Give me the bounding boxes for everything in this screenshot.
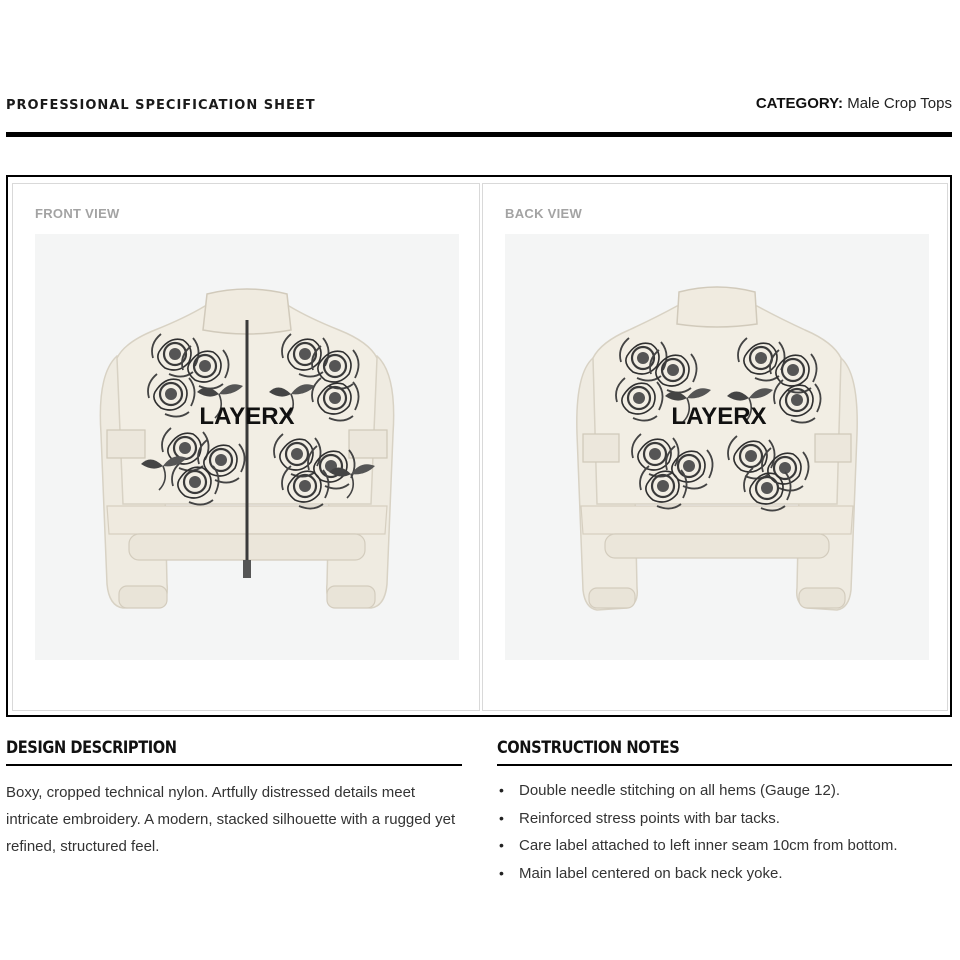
front-brand-text: LAYERX xyxy=(199,403,295,430)
front-view-image xyxy=(35,234,459,660)
front-view-card xyxy=(12,183,480,711)
list-item xyxy=(497,805,952,833)
construction-notes-list xyxy=(497,777,952,887)
construction-notes-section xyxy=(497,738,952,887)
construction-notes-divider xyxy=(497,764,952,766)
design-description-section xyxy=(6,738,462,860)
note-text: Reinforced stress points with bar tacks. xyxy=(519,809,780,827)
back-view-card xyxy=(482,183,948,711)
back-view-label: BACK VIEW xyxy=(505,206,583,221)
design-description-title: DESIGN DESCRIPTION xyxy=(6,738,177,758)
list-item xyxy=(497,777,952,805)
list-item xyxy=(497,832,952,860)
back-view-image xyxy=(505,234,929,660)
bullet-icon: • xyxy=(499,782,504,798)
sheet-title: PROFESSIONAL SPECIFICATION SHEET xyxy=(6,98,316,113)
header-divider xyxy=(6,132,952,137)
bullet-icon: • xyxy=(499,809,504,826)
category-label: CATEGORY: xyxy=(755,95,844,112)
list-item xyxy=(497,860,952,888)
bullet-icon: • xyxy=(499,837,504,853)
jacket-front-illustration xyxy=(35,234,459,660)
category-value: Male Crop Tops xyxy=(847,95,952,112)
note-text: Double needle stitching on all hems (Gauge 12). xyxy=(519,782,841,799)
design-description-divider xyxy=(6,764,462,766)
sheet-header xyxy=(6,92,952,120)
design-description-text: Boxy, cropped technical nylon. Artfully distressed details meet intricate embroidery. A modern, stacked silhouette with a rugged yet refined, structured feel. xyxy=(6,784,456,855)
jacket-back-illustration xyxy=(505,234,929,660)
bullet-icon: • xyxy=(499,864,504,881)
front-view-label: FRONT VIEW xyxy=(35,206,120,221)
note-text: Care label attached to left inner seam 10cm from bottom. xyxy=(519,837,898,854)
views-frame xyxy=(6,175,952,717)
construction-notes-title: CONSTRUCTION NOTES xyxy=(497,738,680,758)
back-brand-text: LAYERX xyxy=(671,403,767,430)
category-field xyxy=(756,95,952,112)
note-text: Main label centered on back neck yoke. xyxy=(519,864,783,882)
